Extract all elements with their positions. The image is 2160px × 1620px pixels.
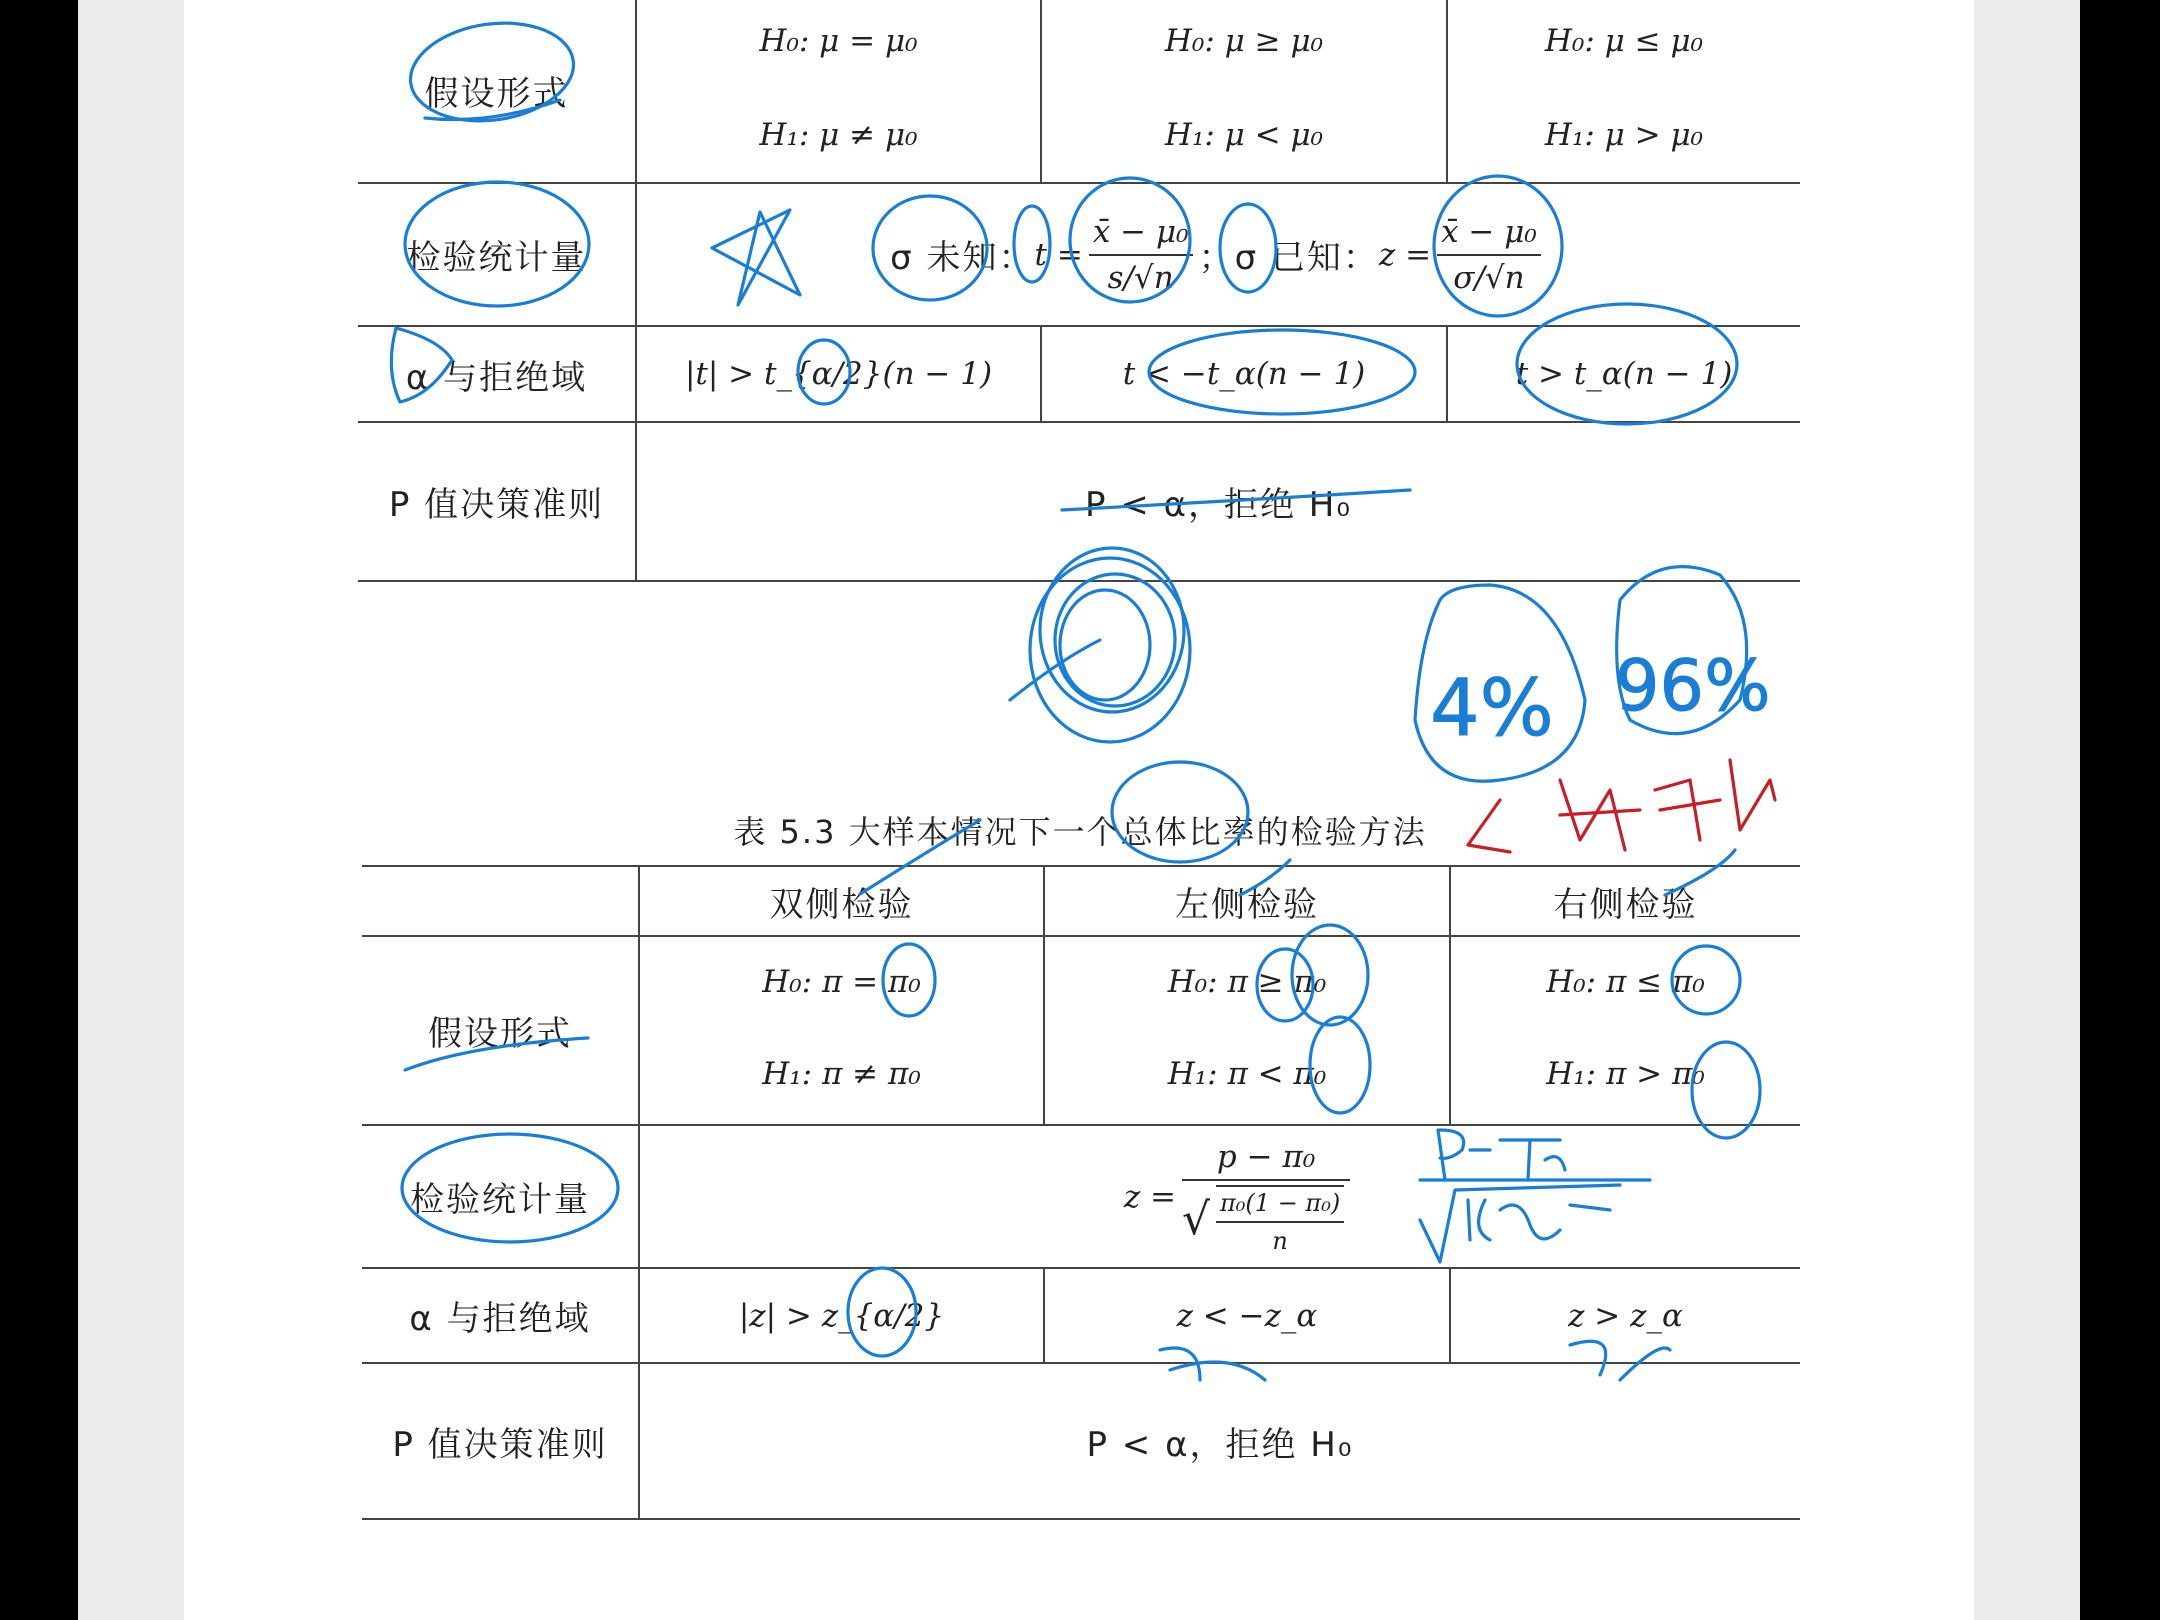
h0-left-sided: H₀: π ≥ π₀ (1167, 964, 1327, 1000)
t-numerator: x̄ − μ₀ (1092, 213, 1189, 250)
table-caption: 表 5.3 大样本情况下一个总体比率的检验方法 (733, 813, 1427, 851)
h1-left-sided: H₁: π < π₀ (1167, 1056, 1327, 1092)
h1-right-sided: H₁: π > π₀ (1546, 1056, 1705, 1092)
sigma-unknown-label: σ 未知： (890, 238, 1035, 278)
h1-right-sided: H₁: μ > μ₀ (1544, 117, 1704, 153)
z-denominator: σ/√n (1453, 259, 1525, 296)
sigma-known-label: σ 已知： (1234, 238, 1379, 278)
h1-left-sided: H₁: μ < μ₀ (1164, 117, 1324, 153)
row-label-rejection: α 与拒绝域 (409, 1299, 591, 1339)
inner-numerator: π₀(1 − π₀) (1220, 1188, 1341, 1217)
inner-denominator: n (1272, 1226, 1288, 1255)
viewer-frame-left (0, 0, 78, 1620)
z-lhs: z = (1123, 1178, 1176, 1215)
row-label-statistic: 检验统计量 (410, 1180, 590, 1220)
rejection-left-sided: t < −t_α(n − 1) (1122, 356, 1366, 392)
rejection-two-sided: |z| > z_{α/2} (738, 1297, 945, 1334)
t-lhs: t = (1034, 236, 1083, 273)
row-label-pvalue: P 值决策准则 (388, 485, 605, 525)
row-label-hypothesis: 假设形式 (424, 73, 569, 114)
statistic-formula (1040, 1126, 1440, 1267)
formula-separator: ； (1198, 238, 1235, 278)
sqrt-sign: √ (1181, 1194, 1211, 1245)
row-label-rejection: α 与拒绝域 (405, 357, 588, 398)
h0-two-sided: H₀: μ = μ₀ (759, 23, 918, 59)
z-numerator: p − π₀ (1216, 1138, 1316, 1175)
h0-two-sided: H₀: π = π₀ (762, 964, 921, 1000)
rejection-left-sided: z < −z_α (1176, 1297, 1318, 1334)
sqrt-denominator (1182, 1185, 1350, 1255)
viewer-gutter-left (78, 0, 184, 1620)
h1-two-sided: H₁: μ ≠ μ₀ (759, 117, 918, 153)
header-two-sided: 双侧检验 (769, 884, 914, 925)
handwritten-4-percent: 4% (1430, 664, 1554, 754)
z-fraction (1437, 214, 1541, 296)
pvalue-rule: P < α，拒绝 H₀ (1084, 485, 1353, 525)
handwritten-96-percent: 96% (1615, 645, 1771, 727)
header-left-sided: 左侧检验 (1175, 884, 1319, 925)
rejection-two-sided: |t| > t_{α/2}(n − 1) (684, 356, 993, 392)
statistic-formula (637, 184, 1800, 325)
h0-right-sided: H₀: π ≤ π₀ (1546, 964, 1705, 1000)
pvalue-rule: P < α，拒绝 H₀ (1086, 1424, 1354, 1465)
row-label-statistic: 检验统计量 (406, 238, 587, 278)
t-denominator: s/√n (1107, 259, 1174, 296)
header-right-sided: 右侧检验 (1553, 884, 1698, 925)
z-numerator: x̄ − μ₀ (1441, 213, 1537, 250)
h0-left-sided: H₀: μ ≥ μ₀ (1164, 23, 1324, 59)
row-label-hypothesis: 假设形式 (428, 1014, 572, 1054)
inner-fraction (1216, 1185, 1344, 1255)
rejection-right-sided: t > t_α(n − 1) (1515, 356, 1733, 392)
viewer-gutter-right (1974, 0, 2080, 1620)
z-fraction (1182, 1139, 1350, 1255)
z-lhs: z = (1378, 236, 1432, 273)
viewer-frame-right (2080, 0, 2160, 1620)
row-label-pvalue: P 值决策准则 (392, 1424, 608, 1465)
h1-two-sided: H₁: π ≠ π₀ (762, 1056, 921, 1092)
rejection-right-sided: z > z_α (1568, 1297, 1683, 1334)
t-fraction (1089, 214, 1193, 296)
h0-right-sided: H₀: μ ≤ μ₀ (1544, 23, 1704, 59)
